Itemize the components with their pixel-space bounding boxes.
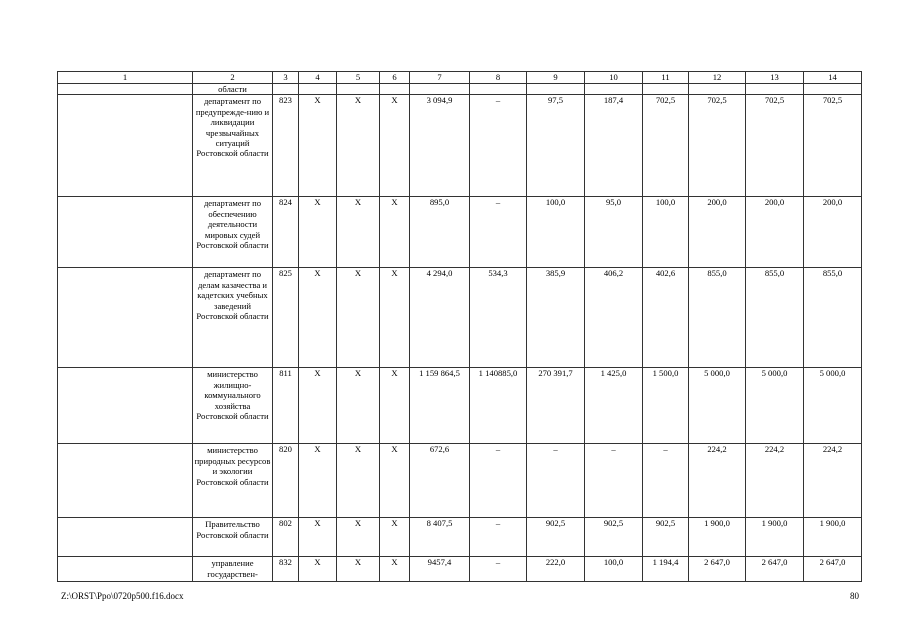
value-cell: 1 194,4: [643, 557, 689, 582]
value-cell: 802: [273, 518, 299, 557]
header-row: [58, 72, 862, 84]
value-cell: [299, 84, 337, 95]
table-row: [58, 444, 862, 518]
value-cell: Х: [380, 557, 410, 582]
value-cell: Х: [337, 444, 380, 518]
value-cell: 95,0: [585, 197, 643, 268]
header-cell: 2: [193, 72, 273, 84]
value-cell: Х: [380, 197, 410, 268]
header-cell: 13: [746, 72, 804, 84]
value-cell: 4 294,0: [410, 268, 470, 368]
value-cell: 1 159 864,5: [410, 368, 470, 444]
value-cell: [643, 84, 689, 95]
value-cell: 1 140885,0: [470, 368, 527, 444]
row-group-cell: [58, 557, 193, 582]
value-cell: Х: [337, 557, 380, 582]
value-cell: 702,5: [746, 95, 804, 197]
value-cell: Х: [380, 268, 410, 368]
value-cell: 406,2: [585, 268, 643, 368]
value-cell: 811: [273, 368, 299, 444]
value-cell: 222,0: [527, 557, 585, 582]
organization-name: департамент по делам казачества и кадетских учебных заведений Ростовской области: [193, 268, 273, 368]
value-cell: –: [585, 444, 643, 518]
value-cell: 855,0: [746, 268, 804, 368]
value-cell: 5 000,0: [746, 368, 804, 444]
organization-name: департамент по обеспечению деятельности мировых судей Ростовской области: [193, 197, 273, 268]
value-cell: [585, 84, 643, 95]
value-cell: 1 900,0: [746, 518, 804, 557]
value-cell: 100,0: [527, 197, 585, 268]
value-cell: 3 094,9: [410, 95, 470, 197]
value-cell: 672,6: [410, 444, 470, 518]
value-cell: 2 647,0: [746, 557, 804, 582]
table-row: [58, 95, 862, 197]
header-cell: 3: [273, 72, 299, 84]
value-cell: [410, 84, 470, 95]
row-group-cell: [58, 95, 193, 197]
value-cell: 224,2: [746, 444, 804, 518]
organization-name: управление государствен-: [193, 557, 273, 582]
value-cell: –: [470, 197, 527, 268]
value-cell: 5 000,0: [804, 368, 862, 444]
value-cell: Х: [337, 95, 380, 197]
page-number: 80: [850, 591, 859, 601]
table-row: [58, 368, 862, 444]
organization-name: Правительство Ростовской области: [193, 518, 273, 557]
table-row: [58, 557, 862, 582]
value-cell: 200,0: [689, 197, 746, 268]
budget-table: [57, 71, 862, 582]
value-cell: 385,9: [527, 268, 585, 368]
value-cell: 200,0: [804, 197, 862, 268]
table-row: [58, 197, 862, 268]
value-cell: 823: [273, 95, 299, 197]
value-cell: 534,3: [470, 268, 527, 368]
value-cell: 97,5: [527, 95, 585, 197]
value-cell: Х: [380, 95, 410, 197]
value-cell: [527, 84, 585, 95]
value-cell: 902,5: [585, 518, 643, 557]
value-cell: 100,0: [585, 557, 643, 582]
row-group-cell: [58, 368, 193, 444]
value-cell: 820: [273, 444, 299, 518]
value-cell: –: [470, 518, 527, 557]
value-cell: 895,0: [410, 197, 470, 268]
value-cell: Х: [299, 95, 337, 197]
value-cell: Х: [299, 197, 337, 268]
value-cell: 702,5: [689, 95, 746, 197]
value-cell: Х: [299, 518, 337, 557]
value-cell: [337, 84, 380, 95]
value-cell: Х: [337, 268, 380, 368]
table-row: [58, 84, 862, 95]
value-cell: Х: [299, 444, 337, 518]
header-cell: 4: [299, 72, 337, 84]
header-cell: 1: [58, 72, 193, 84]
value-cell: 270 391,7: [527, 368, 585, 444]
value-cell: [804, 84, 862, 95]
value-cell: 200,0: [746, 197, 804, 268]
value-cell: –: [470, 557, 527, 582]
value-cell: 2 647,0: [689, 557, 746, 582]
header-cell: 8: [470, 72, 527, 84]
value-cell: –: [470, 444, 527, 518]
row-group-cell: [58, 518, 193, 557]
header-cell: 9: [527, 72, 585, 84]
value-cell: 187,4: [585, 95, 643, 197]
row-group-cell: [58, 84, 193, 95]
organization-name: области: [193, 84, 273, 95]
value-cell: 702,5: [643, 95, 689, 197]
value-cell: [470, 84, 527, 95]
row-group-cell: [58, 197, 193, 268]
value-cell: [273, 84, 299, 95]
header-cell: 6: [380, 72, 410, 84]
value-cell: 1 900,0: [804, 518, 862, 557]
value-cell: 902,5: [527, 518, 585, 557]
header-cell: 14: [804, 72, 862, 84]
value-cell: [380, 84, 410, 95]
value-cell: –: [527, 444, 585, 518]
value-cell: Х: [299, 557, 337, 582]
value-cell: 2 647,0: [804, 557, 862, 582]
value-cell: 224,2: [689, 444, 746, 518]
row-group-cell: [58, 268, 193, 368]
value-cell: 100,0: [643, 197, 689, 268]
value-cell: 855,0: [804, 268, 862, 368]
value-cell: Х: [380, 368, 410, 444]
row-group-cell: [58, 444, 193, 518]
header-cell: 12: [689, 72, 746, 84]
value-cell: [746, 84, 804, 95]
header-cell: 11: [643, 72, 689, 84]
table-row: [58, 518, 862, 557]
header-cell: 5: [337, 72, 380, 84]
value-cell: 8 407,5: [410, 518, 470, 557]
value-cell: [689, 84, 746, 95]
header-cell: 7: [410, 72, 470, 84]
value-cell: Х: [299, 368, 337, 444]
value-cell: Х: [337, 197, 380, 268]
file-path: Z:\ORST\Ppo\0720p500.f16.docx: [61, 591, 184, 601]
value-cell: Х: [299, 268, 337, 368]
value-cell: 1 900,0: [689, 518, 746, 557]
value-cell: 402,6: [643, 268, 689, 368]
value-cell: 855,0: [689, 268, 746, 368]
value-cell: 1 425,0: [585, 368, 643, 444]
value-cell: Х: [380, 444, 410, 518]
header-cell: 10: [585, 72, 643, 84]
value-cell: Х: [380, 518, 410, 557]
value-cell: Х: [337, 368, 380, 444]
value-cell: 224,2: [804, 444, 862, 518]
table-row: [58, 268, 862, 368]
organization-name: департамент по предупрежде-нию и ликвидации чрезвычайных ситуаций Ростовской области: [193, 95, 273, 197]
value-cell: 5 000,0: [689, 368, 746, 444]
value-cell: 824: [273, 197, 299, 268]
value-cell: 9457,4: [410, 557, 470, 582]
value-cell: 702,5: [804, 95, 862, 197]
value-cell: Х: [337, 518, 380, 557]
organization-name: министерство жилищно-коммунального хозяйства Ростовской области: [193, 368, 273, 444]
value-cell: 1 500,0: [643, 368, 689, 444]
value-cell: 832: [273, 557, 299, 582]
organization-name: министерство природных ресурсов и экологии Ростовской области: [193, 444, 273, 518]
value-cell: –: [470, 95, 527, 197]
value-cell: 902,5: [643, 518, 689, 557]
value-cell: 825: [273, 268, 299, 368]
value-cell: –: [643, 444, 689, 518]
